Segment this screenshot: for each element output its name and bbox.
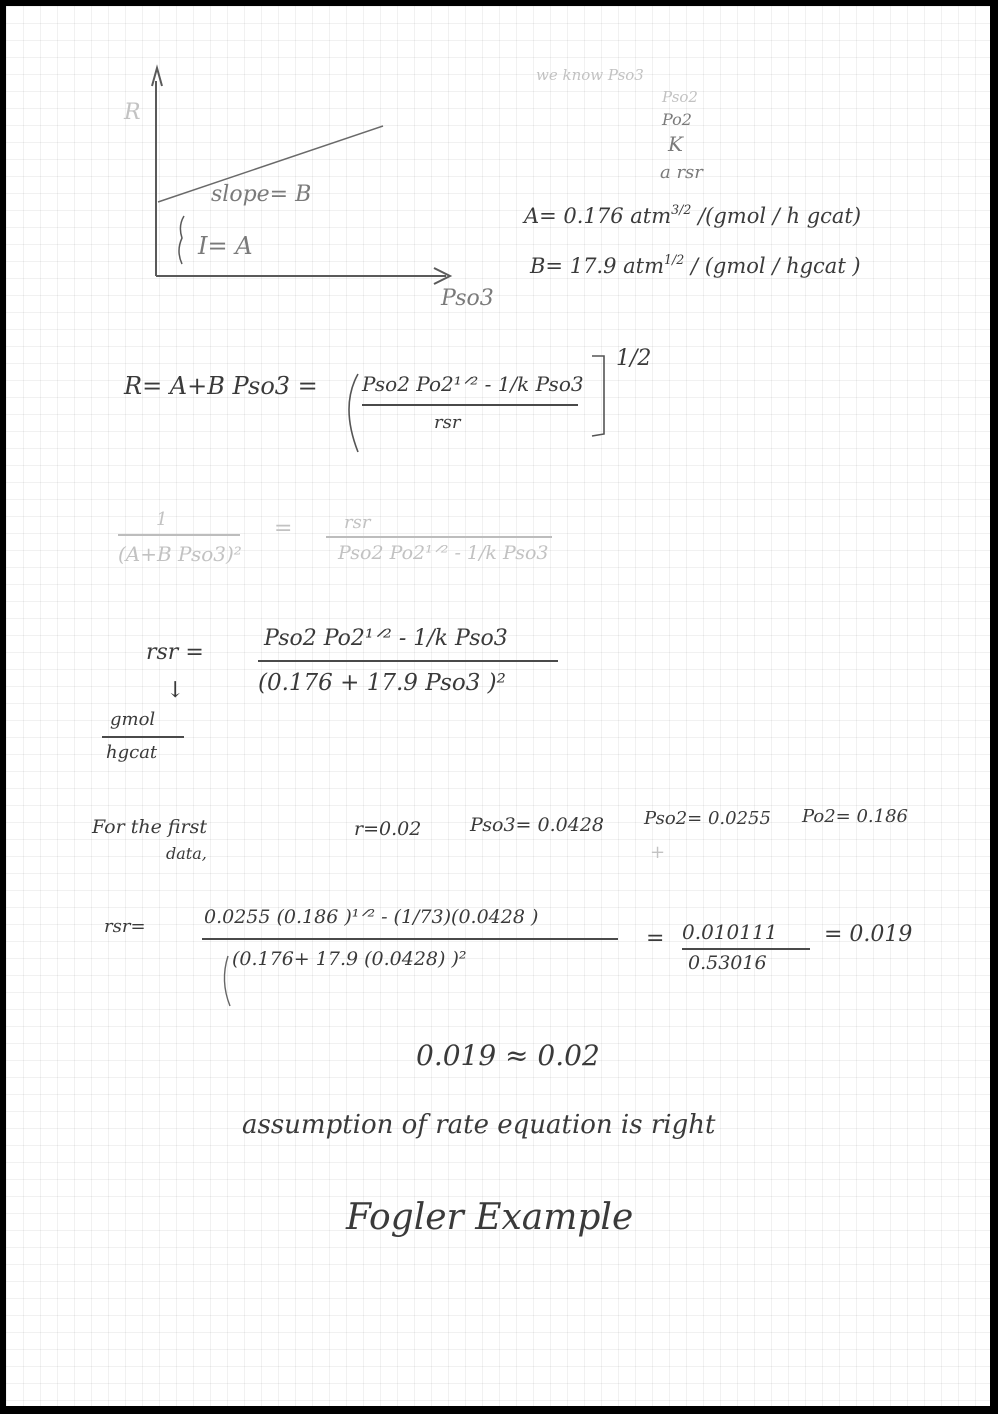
eq2-rhs-bar [326, 536, 552, 538]
eq1-outer-exp: 1/2 [616, 346, 652, 371]
calc-denominator: (0.176+ 17.9 (0.0428) )² [232, 948, 467, 970]
first-data-pso3: Pso3= 0.0428 [470, 814, 604, 836]
eq2-lhs-den: (A+B Pso3)² [118, 542, 242, 566]
eq2-lhs-num: 1 [156, 509, 168, 530]
eq2-equals: = [274, 516, 293, 541]
constant-a-text: A= 0.176 atm [524, 204, 672, 228]
eq2-rhs-num: rsr [344, 512, 371, 533]
eq3-unit-num: gmol [110, 709, 156, 730]
calc-numerator: 0.0255 (0.186 )¹ᐟ² - (1/73)(0.0428 ) [204, 906, 539, 928]
first-data-r: r=0.02 [354, 818, 422, 840]
calc-equals-1: = [646, 926, 665, 951]
faint-note-5: a rsr [660, 162, 703, 183]
eq3-unit-bar [102, 736, 184, 738]
calc-result: = 0.019 [824, 922, 913, 947]
signature: Fogler Example [346, 1197, 634, 1238]
conclusion: assumption of rate equation is right [242, 1110, 716, 1140]
intercept-brace [179, 216, 184, 264]
slope-label: slope= B [211, 182, 312, 207]
graph-x-label: Pso3 [441, 286, 494, 311]
constant-b-unit: / (gmol / hgcat ) [690, 254, 861, 278]
calc-fraction-bar [202, 938, 618, 940]
first-data-po2: Po2= 0.186 [802, 806, 909, 827]
first-data-label-1: For the first [92, 816, 208, 838]
eq3-unit-den: hgcat [106, 742, 158, 763]
faint-note-1: we know Pso3 [536, 66, 644, 84]
constant-b-exp: 1/2 [664, 252, 685, 268]
intercept-label: I= A [198, 232, 253, 260]
constant-a-unit: /(gmol / h gcat) [698, 204, 862, 228]
y-axis [152, 68, 162, 276]
eq3-denominator: (0.176 + 17.9 Pso3 )² [258, 670, 506, 696]
graph-y-label: R [124, 100, 141, 125]
eq3-lhs: rsr = [146, 640, 204, 665]
eq2-lhs-bar [118, 534, 240, 536]
eq3-numerator: Pso2 Po2¹ᐟ² - 1/k Pso3 [264, 626, 508, 651]
constant-a-exp: 3/2 [671, 202, 692, 218]
calc-mid-bar [682, 948, 810, 950]
eq1-lhs: R= A+B Pso3 = [124, 372, 318, 400]
constant-b [530, 252, 861, 278]
constant-a [524, 202, 862, 228]
down-arrow-icon: ↓ [166, 678, 185, 703]
first-data-plus: + [650, 842, 666, 863]
eq1-denominator: rsr [434, 412, 461, 433]
eq1-right-bracket [592, 356, 604, 436]
eq3-fraction-bar [258, 660, 558, 662]
calc-lhs: rsr= [104, 916, 146, 937]
faint-note-3: Po2 [662, 110, 692, 129]
constant-b-text: B= 17.9 atm [530, 254, 665, 278]
x-axis [156, 268, 450, 284]
calc-left-paren [224, 956, 230, 1006]
notebook-page [6, 6, 990, 1406]
eq1-fraction-bar [362, 404, 578, 406]
faint-note-2: Pso2 [662, 88, 698, 106]
eq1-left-paren [349, 374, 358, 452]
faint-note-4: K [668, 132, 683, 156]
eq1-numerator: Pso2 Po2¹ᐟ² - 1/k Pso3 [362, 372, 584, 396]
comparison: 0.019 ≈ 0.02 [416, 1039, 600, 1072]
first-data-pso2: Pso2= 0.0255 [644, 808, 771, 829]
eq2-rhs-den: Pso2 Po2¹ᐟ² - 1/k Pso3 [338, 542, 549, 564]
calc-mid-den: 0.53016 [688, 952, 767, 974]
first-data-label-2: data, [166, 844, 207, 863]
calc-mid-num: 0.010111 [682, 920, 778, 944]
